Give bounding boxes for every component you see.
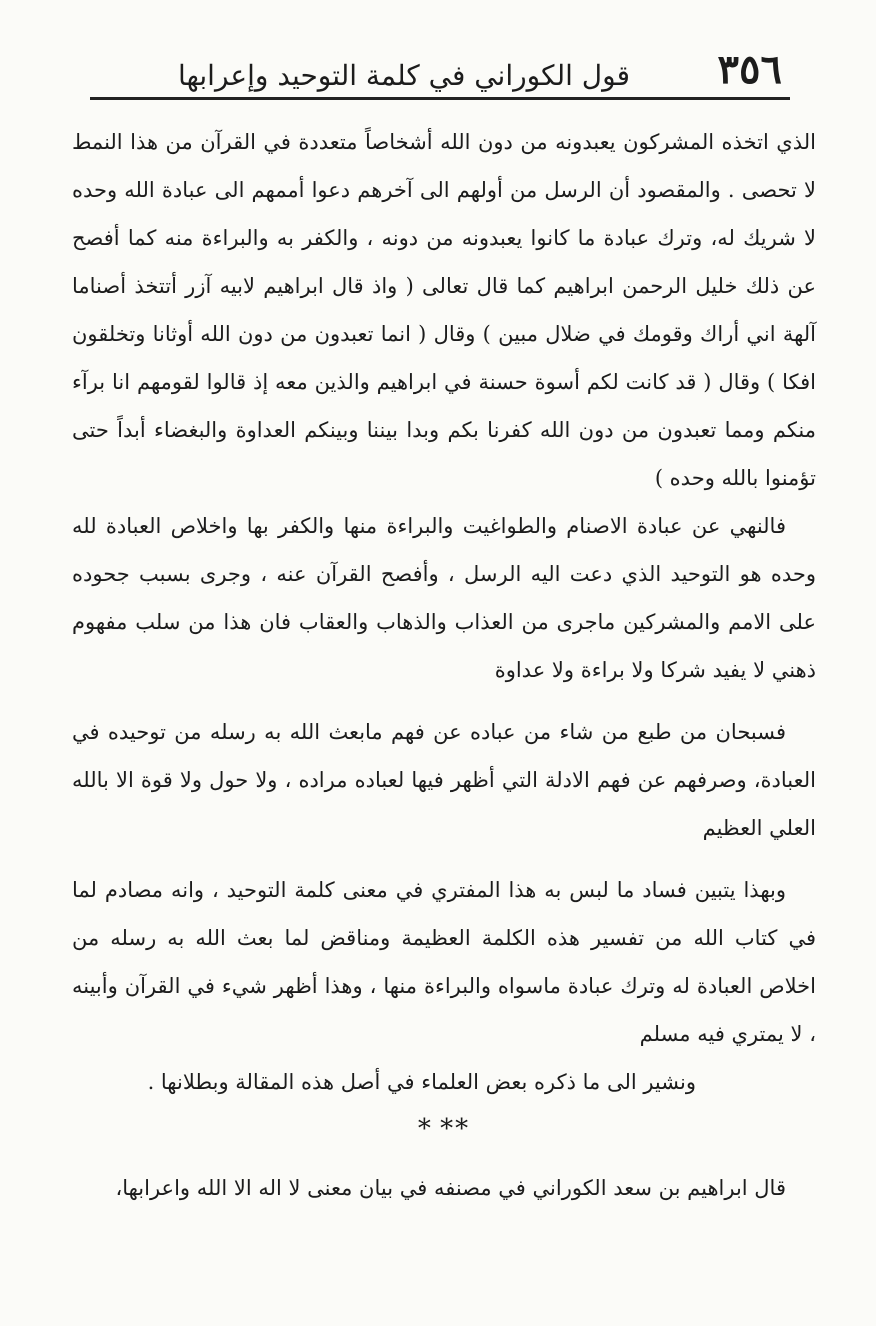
paragraph-4: وبهذا يتبين فساد ما لبس به هذا المفتري في معنى كلمة التوحيد ، وانه مصادم لما في كتاب الله من تفسير هذه الكلمة العظيمة ومناقض لما بعث الله به رسله من اخلاص العبادة له وترك عبادة ماسواه والبراءة منها ، وهذا أظهر شيء في القرآن وأبينه ، لا يمتري فيه مسلم xyxy=(72,878,816,1046)
section-separator: * ** xyxy=(417,1114,471,1144)
running-title: قول الكوراني في كلمة التوحيد وإعرابها xyxy=(177,59,630,92)
closing-line: قال ابراهيم بن سعد الكوراني في مصنفه في بيان معنى لا اله الا الله واعرابها، xyxy=(115,1176,786,1200)
paragraph-5: ونشير الى ما ذكره بعض العلماء في أصل هذه المقالة وبطلانها . xyxy=(147,1070,696,1094)
paragraph-2: فالنهي عن عبادة الاصنام والطواغيت والبراءة منها والكفر بها واخلاص العبادة لله وحده هو التوحيد الذي دعت اليه الرسل ، وأفصح القرآن عنه ، وجرى بسبب جحوده على الامم والمشركين ماجرى من العذاب والذهاب والعقاب فان هذا من سلب مفهوم ذهني لا يفيد شركا ولا براءة ولا عداوة xyxy=(72,514,816,682)
page-number: ٣٥٦ xyxy=(717,46,782,93)
paragraph-3: فسبحان من طبع من شاء من عباده عن فهم مابعث الله به رسله من توحيده في العبادة، وصرفهم عن فهم الادلة التي أظهر فيها لعباده مراده ، ولا حول ولا قوة الا بالله العلي العظيم xyxy=(72,720,816,840)
paragraph-1: الذي اتخذه المشركون يعبدونه من دون الله أشخاصاً متعددة في القرآن من هذا النمط لا تحصى . والمقصود أن الرسل من أولهم الى آخرهم دعوا أممهم الى عبادة الله وحده لا شريك له، وترك عبادة ما كانوا يعبدونه من دونه ، والكفر به والبراءة منه كما أفصح عن ذلك خليل الرحمن ابراهيم كما قال تعالى ( واذ قال ابراهيم لابيه آزر أتتخذ أصناما آلهة اني أراك وقومك في ضلال مبين ) وقال ( انما تعبدون من دون الله أوثانا وتخلقون افكا ) وقال ( قد كانت لكم أسوة حسنة في ابراهيم والذين معه إذ قالوا لقومهم انا برآء منكم ومما تعبدون من دون الله كفرنا بكم وبدا بيننا وبينكم العداوة والبغضاء أبداً حتى تؤمنوا بالله وحده ) xyxy=(72,130,816,490)
header-rule xyxy=(90,97,790,100)
page-body xyxy=(72,118,816,1212)
page-header xyxy=(90,44,790,100)
